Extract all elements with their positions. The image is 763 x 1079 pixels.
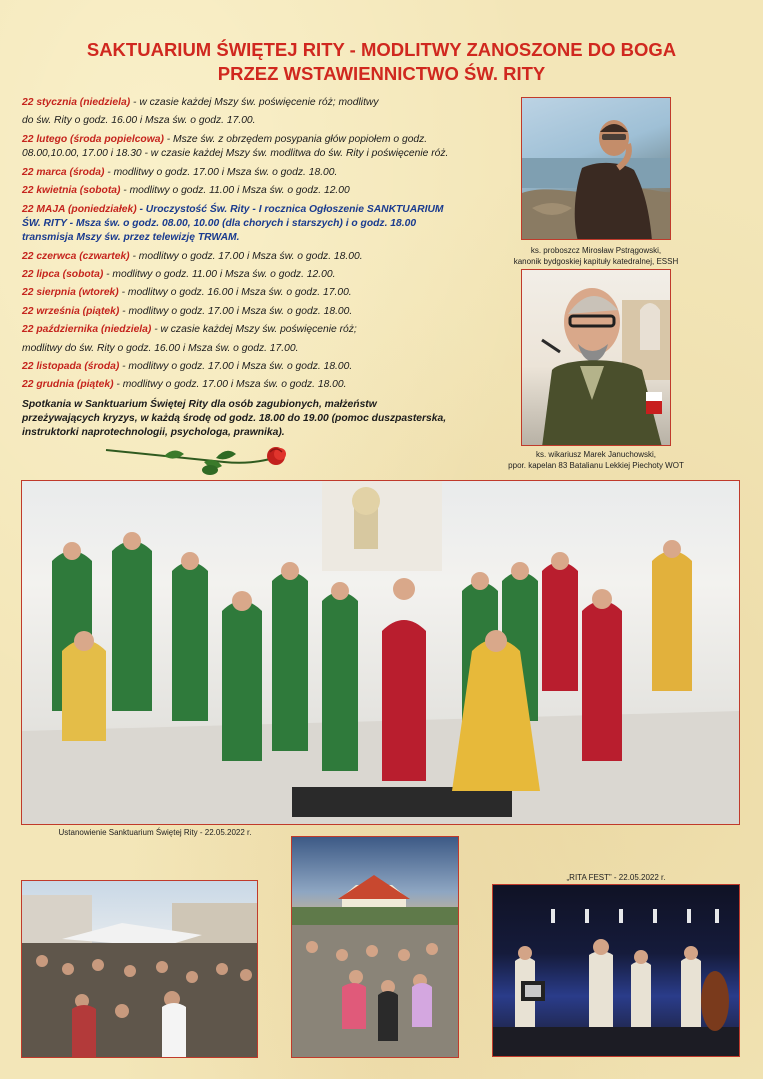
schedule-item-november — [22, 358, 452, 376]
schedule-text: - modlitwy o godz. 17.00 i Msza św. o godz. 18.00. — [113, 379, 347, 391]
schedule-date: 22 września (piątek) — [22, 305, 120, 317]
vicar-photo — [521, 269, 671, 446]
schedule-item-march — [22, 164, 452, 182]
schedule-date: 22 marca (środa) — [22, 166, 105, 178]
schedule-text: - modlitwy o godz. 11.00 i Msza św. o godz. 12.00. — [103, 269, 336, 281]
festival-photo — [492, 884, 740, 1057]
meetings-note: Spotkania w Sanktuarium Świętej Rity dla osób zagubionych, małżeństw przeżywających kryzys, w każdą środę od godz. 18.00 do 19.00 (pomoc duszpasterska, instruktorki naprotechnologii, psychologa, prawnika). — [22, 398, 447, 438]
schedule-item-may — [22, 203, 452, 245]
schedule-date: 22 października (niedziela) — [22, 324, 152, 336]
crowd-photo — [21, 880, 258, 1058]
schedule-item-december — [22, 376, 452, 394]
schedule-text: - w czasie każdej Mszy św. poświęcenie róż; — [151, 324, 357, 336]
schedule-text: - modlitwy o godz. 17.00 i Msza św. o godz. 18.00. — [119, 361, 353, 373]
vicar-caption-line-2: ppor. kapelan 83 Batalianu Lekkiej Piechoty WOT — [508, 461, 684, 470]
title-line-1: SAKTUARIUM ŚWIĘTEJ RITY - MODLITWY ZANOSZONE DO BOGA — [86, 39, 677, 60]
schedule-text: - Msze św. z obrzędem posypania głów popiołem o godz. 08.00,10.00, 17.00 i 18.30 - w czasie każdej Mszy św. modlitwa do św. Rity i poświęcenie róż. — [22, 133, 449, 159]
schedule-date: 22 grudnia (piątek) — [22, 379, 114, 391]
schedule-date: 22 MAJA (poniedziałek) — [22, 203, 137, 215]
schedule-list — [22, 94, 452, 440]
schedule-item-august — [22, 284, 452, 302]
provost-caption-line-1: ks. proboszcz Mirosław Pstrągowski, — [530, 246, 662, 255]
schedule-item-october — [22, 321, 452, 339]
provost-photo — [521, 97, 671, 240]
schedule-item-october-cont: modlitwy do św. Rity o godz. 16.00 i Msza św. o godz. 17.00. — [22, 342, 299, 354]
schedule-item-january-cont: do św. Rity o godz. 16.00 i Msza św. o godz. 17.00. — [22, 115, 256, 127]
schedule-text: - modlitwy o godz. 11.00 i Msza św. o godz. 12.00 — [120, 185, 350, 197]
schedule-date: 22 listopada (środa) — [22, 361, 120, 373]
schedule-text: - modlitwy o godz. 17.00 i Msza św. o godz. 18.00. — [104, 166, 338, 178]
schedule-text: - Uroczystość Św. Rity - I rocznica Ogłoszenie SANKTUARIUM ŚW. RITY - Msza św. o godz. 08.00, 10.00 (dla chorych i starszych) i o godz. 18.00 transmisja Mszy św. przez telewizję TRWAM. — [22, 203, 444, 243]
vicar-caption-line-1: ks. wikariusz Marek Januchowski, — [535, 450, 657, 459]
dancing-photo — [291, 836, 459, 1058]
ceremony-photo — [21, 480, 740, 825]
page-title — [20, 38, 743, 86]
schedule-date: 22 stycznia (niedziela) — [22, 97, 131, 108]
schedule-date: 22 sierpnia (wtorek) — [22, 287, 119, 299]
schedule-text: - modlitwy o godz. 17.00 i Msza św. o godz. 18.00. — [129, 250, 363, 262]
schedule-item-april — [22, 182, 452, 200]
schedule-item-january — [22, 94, 452, 112]
schedule-item-july — [22, 266, 452, 284]
schedule-item-june — [22, 248, 452, 266]
title-line-2: PRZEZ WSTAWIENNICTWO ŚW. RITY — [217, 63, 546, 84]
provost-caption — [486, 245, 706, 267]
schedule-date: 22 czerwca (czwartek) — [22, 250, 130, 262]
schedule-date: 22 lipca (sobota) — [22, 269, 104, 281]
schedule-text: - modlitwy o godz. 16.00 i Msza św. o godz. 17.00. — [118, 287, 352, 299]
provost-caption-line-2: kanonik bydgoskiej kapituły katedralnej, ESSH — [513, 257, 679, 266]
schedule-item-september — [22, 303, 452, 321]
festival-caption: „RITA FEST” - 22.05.2022 r. — [566, 873, 666, 882]
ceremony-caption: Ustanowienie Sanktuarium Świętej Rity - 22.05.2022 r. — [58, 828, 252, 837]
schedule-item-february — [22, 133, 452, 161]
vicar-caption — [486, 449, 706, 471]
schedule-text: - w czasie każdej Mszy św. poświęcenie róż; modlitwy — [130, 97, 379, 108]
schedule-text: - modlitwy o godz. 17.00 i Msza św. o godz. 18.00. — [119, 305, 353, 317]
schedule-date: 22 lutego (środa popielcowa) — [22, 133, 164, 145]
schedule-date: 22 kwietnia (sobota) — [22, 185, 121, 197]
rose-decoration — [104, 438, 290, 478]
